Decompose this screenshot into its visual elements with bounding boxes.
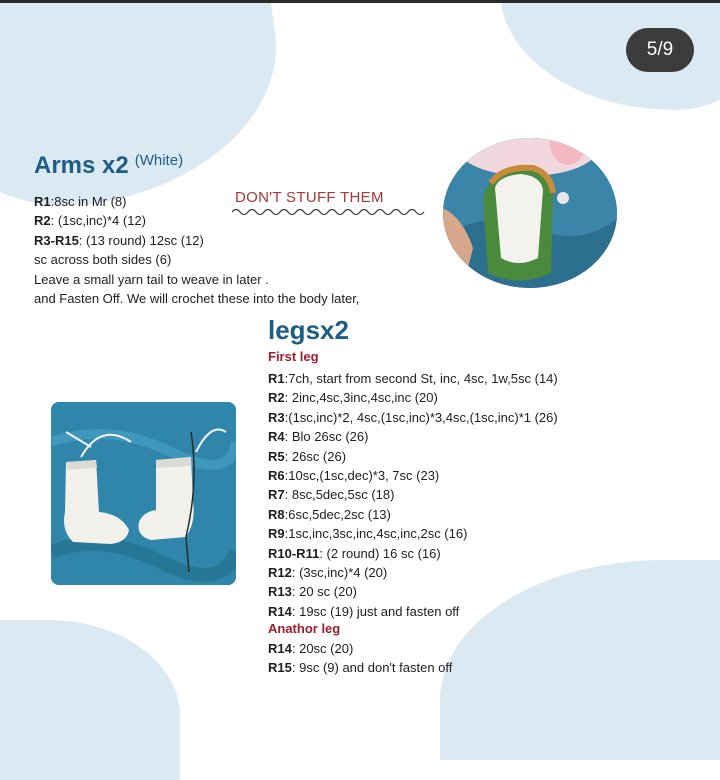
instruction-row: R14: 20sc (20) xyxy=(268,641,354,656)
instruction-row: R3:(1sc,inc)*2, 4sc,(1sc,inc)*3,4sc,(1sc,inc)*1 (26) xyxy=(268,409,558,425)
instruction-row: R13: 20 sc (20) xyxy=(268,584,357,600)
instruction-row: R6:10sc,(1sc,dec)*3, 7sc (23) xyxy=(268,468,440,484)
instruction-row: sc across both sides (6) xyxy=(34,252,172,268)
instruction-row: R8:6sc,5dec,2sc (13) xyxy=(268,506,391,522)
instruction-row: R5: 26sc (26) xyxy=(268,448,347,464)
background-shape xyxy=(0,620,180,780)
another-leg-instructions xyxy=(268,639,452,678)
instruction-row: R7: 8sc,5dec,5sc (18) xyxy=(268,487,395,503)
instruction-row: R14: 19sc (19) just and fasten off xyxy=(268,603,460,619)
another-leg-heading: Anathor leg xyxy=(268,621,341,636)
instruction-row: R2: (1sc,inc)*4 (12) xyxy=(34,213,146,229)
legs-instructions xyxy=(268,369,558,621)
arms-instructions xyxy=(34,192,359,308)
instruction-row: R1:8sc in Mr (8) xyxy=(34,194,127,209)
instruction-row: R3-R15: (13 round) 12sc (12) xyxy=(34,232,204,248)
instruction-row: R9:1sc,inc,3sc,inc,4sc,inc,2sc (16) xyxy=(268,526,468,542)
arms-color-note: (White) xyxy=(134,152,184,169)
top-divider xyxy=(0,0,720,3)
instruction-row: R15: 9sc (9) and don't fasten off xyxy=(268,660,453,676)
instruction-row: R2: 2inc,4sc,3inc,4sc,inc (20) xyxy=(268,390,438,406)
arms-heading xyxy=(34,152,183,180)
instruction-row: R4: Blo 26sc (26) xyxy=(268,429,369,445)
instruction-row: R12: (3sc,inc)*4 (20) xyxy=(268,565,388,581)
legs-photo xyxy=(51,402,236,585)
instruction-row: and Fasten Off. We will crochet these into the body later, xyxy=(34,291,360,307)
instruction-row: R1:7ch, start from second St, inc, 4sc, 1w,5sc (14) xyxy=(268,371,558,386)
dont-stuff-callout: DON'T STUFF THEM xyxy=(235,189,384,206)
instruction-row: Leave a small yarn tail to weave in later . xyxy=(34,271,269,287)
arm-photo xyxy=(443,138,617,288)
instruction-row: R10-R11: (2 round) 16 sc (16) xyxy=(268,545,441,561)
arms-title: Arms x2 xyxy=(34,152,129,179)
first-leg-heading: First leg xyxy=(268,349,319,364)
legs-heading: legsx2 xyxy=(268,315,349,345)
page-indicator: 5/9 xyxy=(626,28,694,72)
